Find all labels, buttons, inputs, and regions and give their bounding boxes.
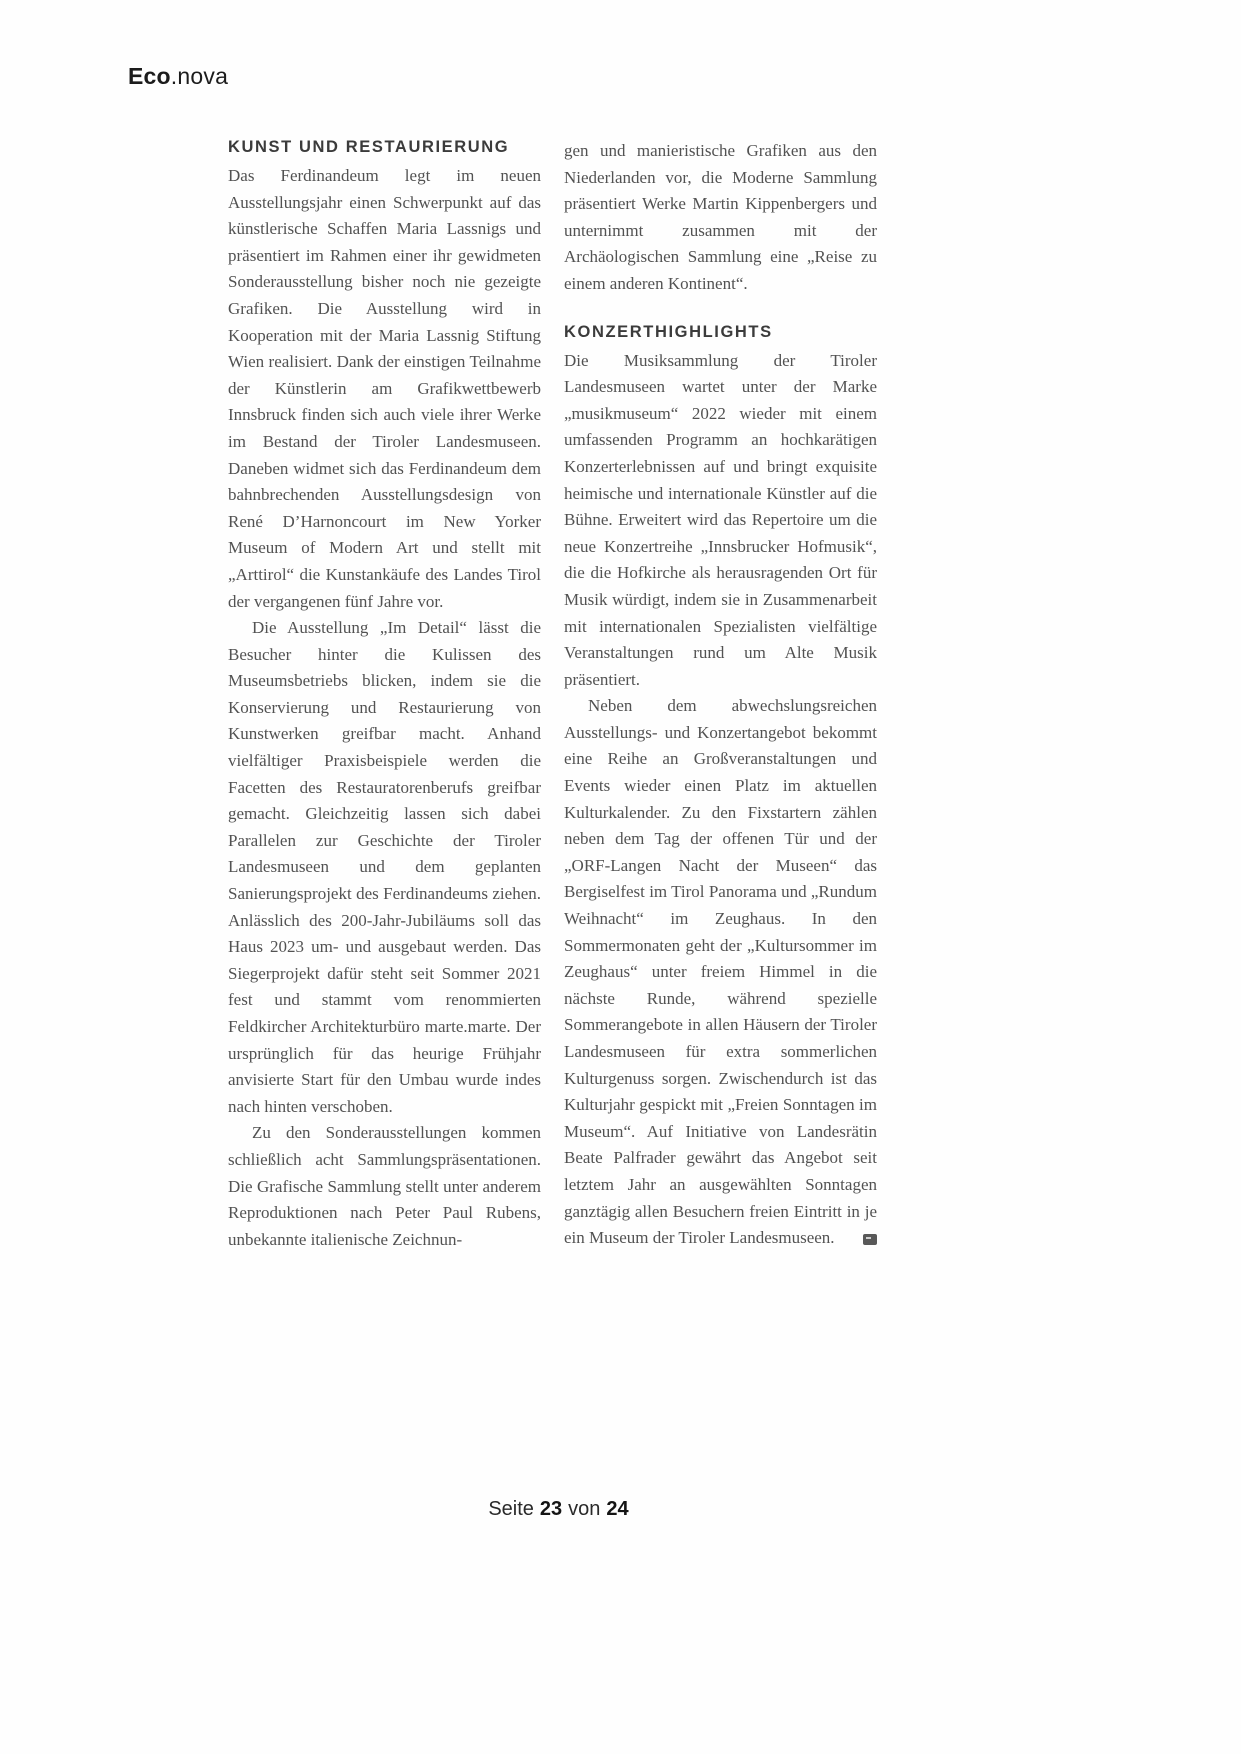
brand-logo-suffix: .nova [170, 63, 229, 89]
section-heading-kunst-und-restaurierung: KUNST UND RESTAURIERUNG [228, 138, 510, 156]
brand-logo [128, 63, 228, 90]
footer-label-von: von [568, 1498, 601, 1520]
brand-logo-bold: Eco [128, 63, 171, 89]
paragraph: Zu den Sonderausstellungen kommen schließlich acht Sammlungspräsentationen. Die Grafische Sammlung stellt unter anderem Reproduktionen nach Peter Paul Rubens, unbekannte italienische Zeichnun- [228, 1123, 541, 1249]
paragraph: Die Musiksammlung der Tiroler Landesmuseen wartet unter der Marke „musikmuseum“ 2022 wieder mit einem umfassenden Programm an hochkarätigen Konzerterlebnissen auf und bringt exquisite heimische und internationale Künstler auf die Bühne. Erweitert wird das Repertoire um die neue Konzertreihe „Innsbrucker Hofmusik“, die die Hofkirche als herausragenden Ort für Musik würdigt, indem sie in Zusammenarbeit mit internationalen Spezialisten vielfältige Veranstaltungen rund um Alte Musik präsentiert. [564, 350, 877, 689]
footer-label-seite: Seite [488, 1498, 534, 1520]
article-body [228, 138, 878, 1253]
paragraph: Die Ausstellung „Im Detail“ lässt die Besucher hinter die Kulissen des Museumsbetriebs blicken, indem sie die Konservierung und Restaurierung von Kunstwerken greifbar macht. Anhand vielfältiger Praxisbeispiele werden die Facetten des Restauratorenberufs greifbar gemacht. Gleichzeitig lassen sich dabei Parallelen zur Geschichte der Tiroler Landesmuseen und dem geplanten Sanierungsprojekt des Ferdinandeums ziehen. Anlässlich des 200-Jahr-Jubiläums soll das Haus 2023 um- und ausgebaut werden. Das Siegerprojekt dafür steht seit Sommer 2021 fest und stammt vom renommierten Feldkircher Architekturbüro marte.marte. Der ursprünglich für das heurige Frühjahr anvisierte Start für den Umbau wurde indes nach hinten verschoben. [228, 618, 541, 1116]
article-column-left [228, 138, 541, 1253]
footer-total-pages: 24 [606, 1498, 629, 1520]
article-column-right [564, 138, 877, 1253]
page-footer [0, 1498, 1241, 1521]
paragraph-text: Neben dem abwechslungsreichen Ausstellungs- und Konzertangebot bekommt eine Reihe an Großveranstaltungen und Events wieder einen Platz im aktuellen Kulturkalender. Zu den Fixstartern zählen neben dem Tag der offenen Tür und der „ORF-Langen Nacht der Museen“ das Bergiselfest im Tirol Panorama und „Rundum Weihnacht“ im Zeughaus. In den Sommermonaten geht der „Kultursommer im Zeughaus“ unter freiem Himmel in die nächste Runde, während spezielle Sommerangebote in allen Häusern der Tiroler Landesmuseen für extra sommerlichen Kulturgenuss sorgen. Zwischendurch ist das Kulturjahr gespickt mit „Freien Sonntagen im Museum“. Auf Initiative von Landesrätin Beate Palfrader gewährt das Angebot seit letztem Jahr an ausgewählten Sonntagen ganztägig allen Besuchern freien Eintritt in je ein Museum der Tiroler Landesmuseen. [564, 696, 877, 1248]
paragraph-continuation: gen und manieristische Grafiken aus den Niederlanden vor, die Moderne Sammlung präsentiert Werke Martin Kippenbergers und unternimmt zusammen mit der Archäologischen Sammlung eine „Reise zu einem anderen Kontinent“. [564, 141, 877, 293]
paragraph: Das Ferdinandeum legt im neuen Ausstellungsjahr einen Schwerpunkt auf das künstlerische Schaffen Maria Lassnigs und präsentiert im Rahmen einer ihr gewidmeten Sonderausstellung bisher noch nie gezeigte Grafiken. Die Ausstellung wird in Kooperation mit der Maria Lassnig Stiftung Wien realisiert. Dank der einstigen Teilnahme der Künstlerin am Grafikwettbewerb Innsbruck finden sich auch viele ihrer Werke im Bestand der Tiroler Landesmuseen. Daneben widmet sich das Ferdinandeum dem bahnbrechenden Ausstellungsdesign von René D’Harnoncourt im New Yorker Museum of Modern Art und stellt mit „Arttirol“ die Kunstankäufe des Landes Tirol der vergangenen fünf Jahre vor. [228, 166, 541, 611]
section-heading-konzerthighlights: KONZERTHIGHLIGHTS [564, 322, 773, 341]
paragraph [564, 693, 877, 1251]
article-end-mark-icon [863, 1234, 877, 1245]
footer-current-page: 23 [539, 1498, 563, 1520]
